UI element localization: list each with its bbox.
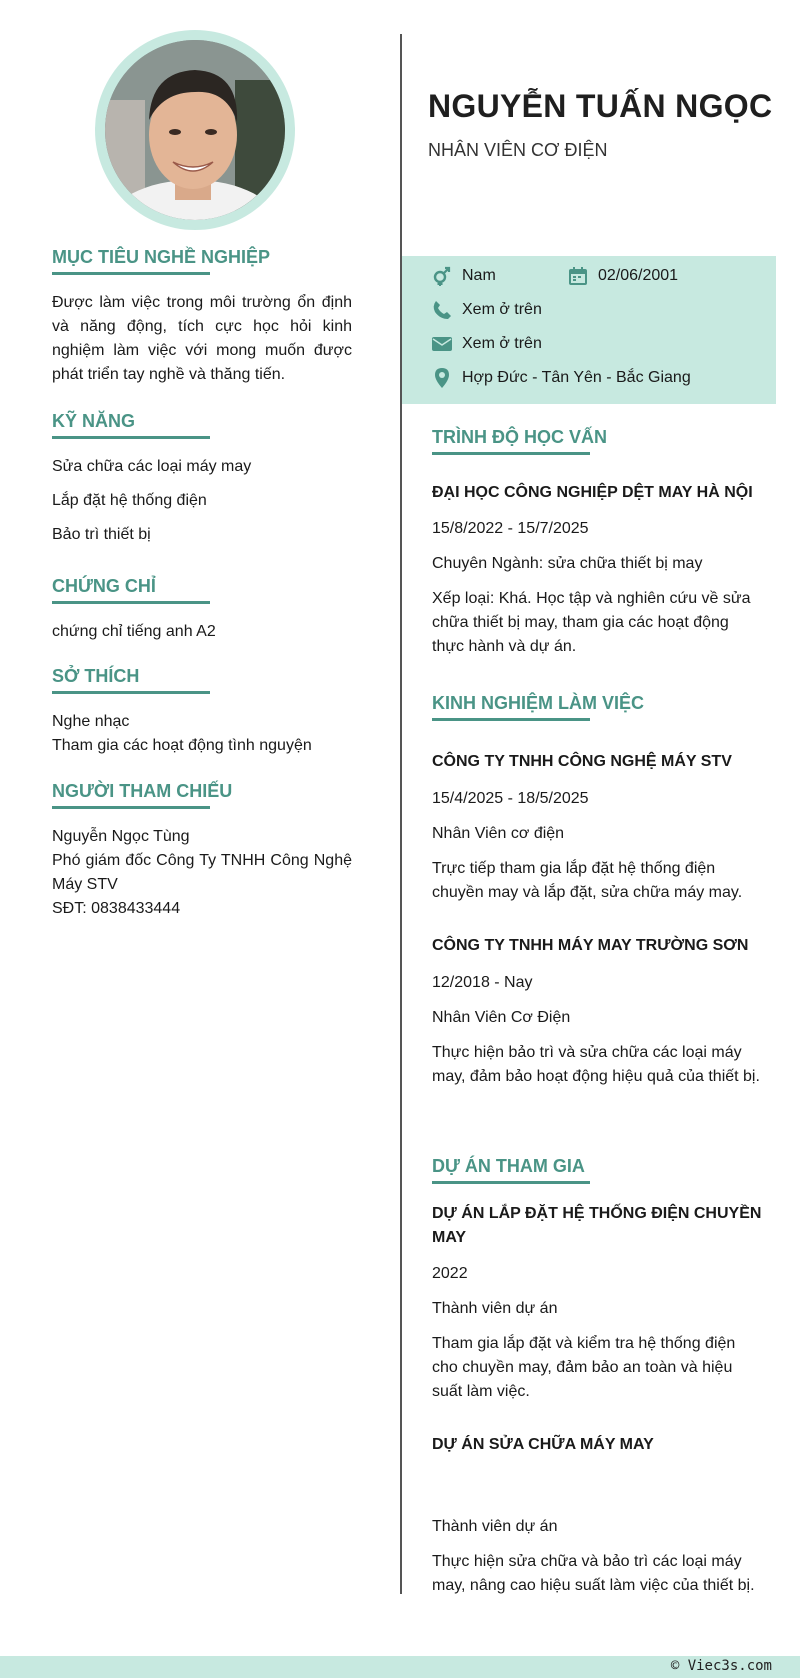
project-role: Thành viên dự án — [432, 1300, 558, 1317]
job-description: Trực tiếp tham gia lắp đặt hệ thống điện chuyền may và lắp đặt, sửa chữa máy may. — [432, 860, 743, 901]
footer-credit[interactable]: © Viec3s.com — [670, 1658, 772, 1674]
location-icon — [432, 368, 452, 388]
objective-title: MỤC TIÊU NGHỀ NGHIỆP — [52, 247, 352, 273]
skill-item: Sửa chữa các loại máy may — [52, 458, 252, 475]
email-icon — [432, 334, 452, 354]
hobby-item: Nghe nhạc — [52, 713, 130, 730]
objective-section — [52, 247, 352, 387]
address-row — [432, 368, 691, 388]
reference-name: Nguyễn Ngọc Tùng — [52, 828, 190, 845]
education-section — [432, 427, 762, 659]
phone-value[interactable]: Xem ở trên — [462, 301, 542, 318]
hobbies-section — [52, 666, 352, 758]
project-name: DỰ ÁN SỬA CHỮA MÁY MAY — [432, 1436, 654, 1453]
job-period: 12/2018 - Nay — [432, 974, 533, 991]
certificates-title: CHỨNG CHỈ — [52, 576, 352, 602]
candidate-position: NHÂN VIÊN CƠ ĐIỆN — [428, 140, 608, 160]
job-period: 15/4/2025 - 18/5/2025 — [432, 790, 589, 807]
gender-value: Nam — [462, 267, 496, 284]
project-year: 2022 — [432, 1265, 468, 1282]
job-role: Nhân Viên Cơ Điện — [432, 1009, 571, 1026]
school-name: ĐẠI HỌC CÔNG NGHIỆP DỆT MAY HÀ NỘI — [432, 484, 753, 501]
skills-section — [52, 411, 352, 547]
experience-section — [432, 693, 762, 1089]
email-row — [432, 334, 542, 354]
footer-bar — [0, 1656, 800, 1678]
reference-phone: SĐT: 0838433444 — [52, 900, 181, 917]
projects-section — [432, 1156, 762, 1598]
education-period: 15/8/2022 - 15/7/2025 — [432, 520, 589, 537]
job-company: CÔNG TY TNHH CÔNG NGHỆ MÁY STV — [432, 753, 732, 770]
references-title: NGƯỜI THAM CHIẾU — [52, 781, 352, 807]
references-section — [52, 781, 352, 921]
certificates-section — [52, 576, 352, 644]
avatar — [105, 40, 285, 220]
project-description: Tham gia lắp đặt và kiểm tra hệ thống điện cho chuyền may, đảm bảo an toàn và hiệu suất làm việc. — [432, 1335, 736, 1400]
contact-box — [402, 256, 776, 404]
hobbies-title: SỞ THÍCH — [52, 666, 352, 692]
project-year — [432, 1469, 762, 1493]
education-title: TRÌNH ĐỘ HỌC VẤN — [432, 427, 762, 453]
job-description: Thực hiện bảo trì và sửa chữa các loại máy may, đảm bảo hoạt động hiệu quả của thiết bị. — [432, 1044, 760, 1085]
phone-icon — [432, 300, 452, 320]
address-value: Hợp Đức - Tân Yên - Bắc Giang — [462, 369, 691, 386]
birthday-value: 02/06/2001 — [598, 267, 679, 284]
experience-title: KINH NGHIỆM LÀM VIỆC — [432, 693, 762, 719]
skill-item: Lắp đặt hệ thống điện — [52, 492, 207, 509]
project-name: DỰ ÁN LẮP ĐẶT HỆ THỐNG ĐIỆN CHUYỀN MAY — [432, 1205, 762, 1246]
project-description: Thực hiện sửa chữa và bảo trì các loại máy may, nâng cao hiệu suất làm việc của thiết bị. — [432, 1553, 755, 1594]
job-company: CÔNG TY TNHH MÁY MAY TRƯỜNG SƠN — [432, 937, 749, 954]
email-value[interactable]: Xem ở trên — [462, 335, 542, 352]
projects-title: DỰ ÁN THAM GIA — [432, 1156, 762, 1182]
project-role: Thành viên dự án — [432, 1518, 558, 1535]
phone-row — [432, 300, 542, 320]
avatar-frame — [95, 30, 295, 230]
gender-icon — [432, 266, 452, 286]
calendar-icon — [568, 266, 588, 286]
birthday-row — [568, 266, 678, 286]
reference-role: Phó giám đốc Công Ty TNHH Công Nghệ Máy STV — [52, 852, 352, 893]
education-description: Xếp loại: Khá. Học tập và nghiên cứu về sửa chữa thiết bị may, tham gia các hoạt động thực hành và dự án. — [432, 590, 751, 655]
certificate-item: chứng chỉ tiếng anh A2 — [52, 623, 216, 640]
objective-text: Được làm việc trong môi trường ổn định và năng động, tích cực học hỏi kinh nghiệm làm việc với mong muốn được phát triển tay nghề và thăng tiến. — [52, 294, 352, 383]
hobby-item: Tham gia các hoạt động tình nguyện — [52, 737, 312, 754]
gender-row — [432, 266, 496, 286]
skills-title: KỸ NĂNG — [52, 411, 352, 437]
candidate-name: NGUYỄN TUẤN NGỌC — [428, 88, 773, 124]
job-role: Nhân Viên cơ điện — [432, 825, 565, 842]
education-major: Chuyên Ngành: sửa chữa thiết bị may — [432, 555, 703, 572]
skill-item: Bảo trì thiết bị — [52, 526, 151, 543]
